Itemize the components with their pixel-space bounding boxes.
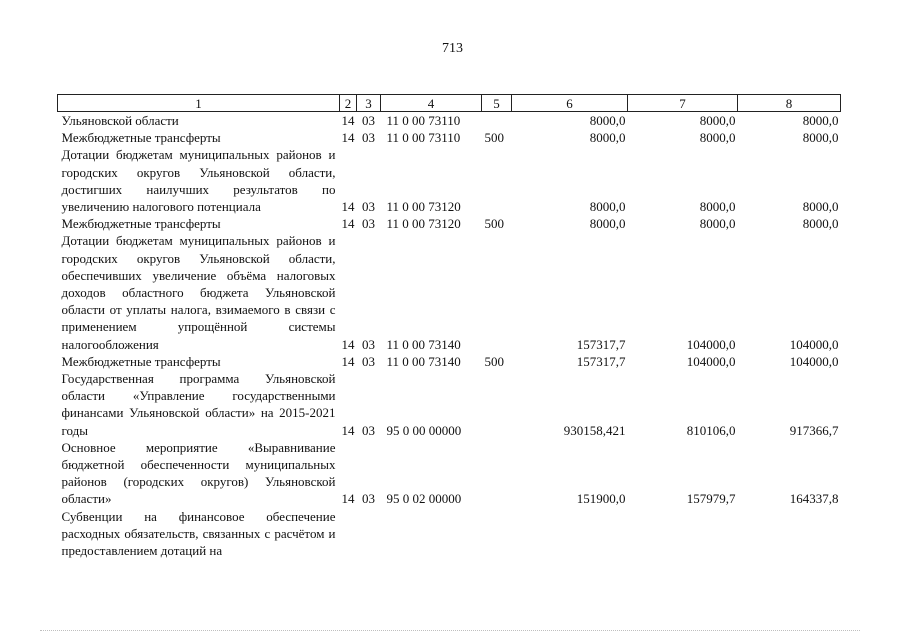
row-amount-year-3: 8000,0 bbox=[802, 130, 839, 146]
row-subsection-code: 03 bbox=[362, 422, 375, 438]
row-target-code: 95 0 00 00000 bbox=[386, 422, 462, 438]
row-amount-year-2: 104000,0 bbox=[686, 353, 736, 369]
row-subsection-code: 03 bbox=[362, 216, 375, 232]
row-amount-year-2: 810106,0 bbox=[686, 422, 736, 438]
row-amount-year-1: 930158,421 bbox=[563, 422, 626, 438]
header-cell-7: 7 bbox=[628, 95, 738, 112]
row-target-code: 11 0 00 73120 bbox=[386, 199, 461, 215]
row-amount-year-3: 164337,8 bbox=[789, 491, 839, 507]
row-expense-type bbox=[482, 146, 512, 215]
row-amount-year-3: 104000,0 bbox=[789, 353, 839, 369]
header-row bbox=[58, 95, 841, 112]
row-name: Дотации бюджетам муниципальных районов и городских округов Ульяновской области, обеспечивших увеличение объёма налоговых доходов областного бюджета Ульяновской области от уплаты налога, взимаемого в связи с применением упрощённой системы налогообложения bbox=[61, 233, 336, 352]
budget-table bbox=[57, 94, 841, 559]
row-name: Межбюджетные трансферты bbox=[61, 353, 221, 369]
row-subsection-code: 03 bbox=[362, 113, 375, 128]
row-subsection-code: 03 bbox=[362, 353, 375, 369]
row-amount-year-2 bbox=[628, 508, 738, 560]
row-amount-year-3: 104000,0 bbox=[789, 336, 839, 352]
row-amount-year-1: 8000,0 bbox=[589, 216, 626, 232]
row-section-code: 14 bbox=[341, 113, 355, 128]
row-target-code: 11 0 00 73140 bbox=[386, 353, 461, 369]
row-amount-year-3: 917366,7 bbox=[789, 422, 839, 438]
row-name: Основное мероприятие «Выравнивание бюджетной обеспеченности муниципальных районов (городских округов) Ульяновской области» bbox=[61, 439, 336, 507]
row-amount-year-3 bbox=[738, 508, 841, 560]
table-row bbox=[58, 508, 841, 560]
row-section-code: 14 bbox=[341, 422, 355, 438]
row-amount-year-3: 8000,0 bbox=[802, 113, 839, 128]
row-subsection-code: 03 bbox=[362, 199, 375, 215]
row-expense-type bbox=[482, 370, 512, 439]
row-expense-type bbox=[482, 439, 512, 508]
row-amount-year-2: 104000,0 bbox=[686, 336, 736, 352]
row-amount-year-1: 8000,0 bbox=[589, 199, 626, 215]
row-expense-type: 500 bbox=[484, 216, 504, 232]
row-target-code: 11 0 00 73110 bbox=[386, 113, 461, 128]
row-target-code bbox=[381, 508, 482, 560]
row-subsection-code: 03 bbox=[362, 130, 375, 146]
row-subsection-code: 03 bbox=[362, 491, 375, 507]
header-cell-6: 6 bbox=[512, 95, 628, 112]
row-amount-year-1 bbox=[512, 508, 628, 560]
row-expense-type: 500 bbox=[484, 130, 504, 146]
table-row bbox=[58, 232, 841, 352]
row-name: Ульяновской области bbox=[61, 113, 179, 128]
row-name: Межбюджетные трансферты bbox=[61, 216, 221, 232]
row-section-code: 14 bbox=[341, 199, 355, 215]
row-target-code: 95 0 02 00000 bbox=[386, 491, 462, 507]
row-amount-year-2: 157979,7 bbox=[686, 491, 736, 507]
row-target-code: 11 0 00 73120 bbox=[386, 216, 461, 232]
row-amount-year-1: 8000,0 bbox=[589, 113, 626, 128]
row-name: Дотации бюджетам муниципальных районов и городских округов Ульяновской области, достигших наилучших результатов по увеличению налогового потенциала bbox=[61, 147, 336, 215]
table-row bbox=[58, 146, 841, 215]
row-amount-year-2: 8000,0 bbox=[699, 130, 736, 146]
row-amount-year-1: 157317,7 bbox=[576, 353, 626, 369]
row-target-code: 11 0 00 73140 bbox=[386, 336, 461, 352]
header-cell-1: 1 bbox=[58, 95, 340, 112]
row-subsection-code: 03 bbox=[362, 336, 375, 352]
row-amount-year-2: 8000,0 bbox=[699, 216, 736, 232]
table-row bbox=[58, 215, 841, 232]
row-section-code: 14 bbox=[341, 336, 355, 352]
table-row bbox=[58, 129, 841, 146]
row-amount-year-1: 151900,0 bbox=[576, 491, 626, 507]
row-name: Субвенции на финансовое обеспечение расходных обязательств, связанных с расчётом и предоставлением дотаций на bbox=[61, 508, 336, 559]
row-name: Межбюджетные трансферты bbox=[61, 130, 221, 146]
scan-edge-line bbox=[40, 630, 860, 631]
row-target-code: 11 0 00 73110 bbox=[386, 130, 461, 146]
row-expense-type bbox=[482, 508, 512, 560]
header-cell-3: 3 bbox=[357, 95, 381, 112]
table-row bbox=[58, 439, 841, 508]
page-number: 713 bbox=[442, 41, 463, 56]
row-amount-year-2: 8000,0 bbox=[699, 199, 736, 215]
table-row bbox=[58, 370, 841, 439]
row-expense-type bbox=[482, 112, 512, 130]
row-section-code: 14 bbox=[341, 216, 355, 232]
header-cell-5: 5 bbox=[482, 95, 512, 112]
header-cell-2: 2 bbox=[340, 95, 357, 112]
row-name: Государственная программа Ульяновской области «Управление государственными финансами Ульяновской области» на 2015-2021 годы bbox=[61, 371, 336, 438]
header-cell-4: 4 bbox=[381, 95, 482, 112]
row-section-code bbox=[340, 508, 357, 560]
row-amount-year-2: 8000,0 bbox=[699, 113, 736, 128]
table-row bbox=[58, 353, 841, 370]
row-subsection-code bbox=[357, 508, 381, 560]
row-amount-year-1: 8000,0 bbox=[589, 130, 626, 146]
row-expense-type bbox=[482, 232, 512, 352]
header-cell-8: 8 bbox=[738, 95, 841, 112]
row-amount-year-3: 8000,0 bbox=[802, 216, 839, 232]
row-section-code: 14 bbox=[341, 491, 355, 507]
row-expense-type: 500 bbox=[484, 353, 504, 369]
table-row bbox=[58, 112, 841, 130]
row-amount-year-1: 157317,7 bbox=[576, 336, 626, 352]
row-section-code: 14 bbox=[341, 353, 355, 369]
row-amount-year-3: 8000,0 bbox=[802, 199, 839, 215]
row-section-code: 14 bbox=[341, 130, 355, 146]
